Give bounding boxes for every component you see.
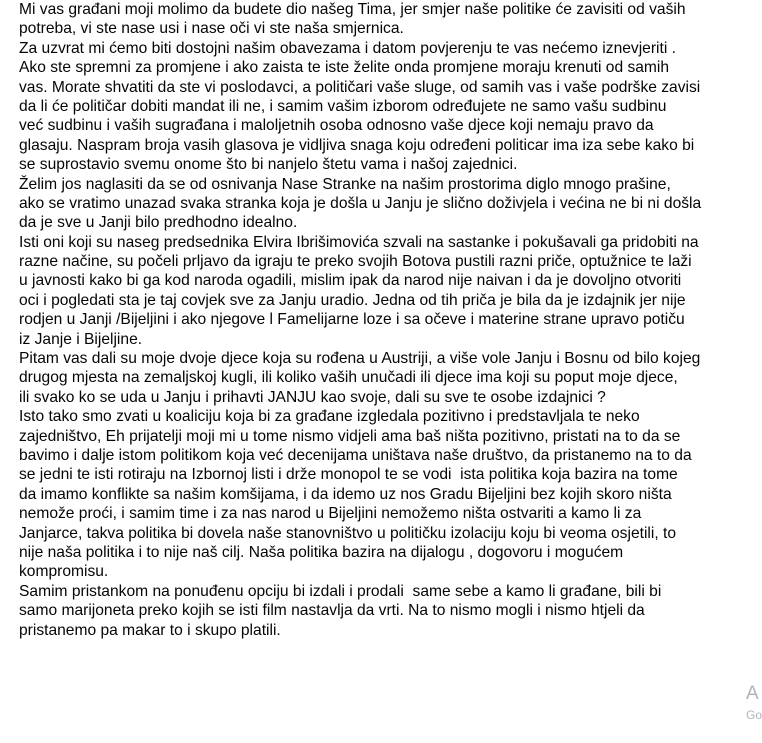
post-text-line: Za uzvrat mi ćemo biti dostojni našim obavezama i datom povjerenju te vas nećemo iznevjeriti .: [19, 39, 676, 57]
post-text: [19, 0, 739, 640]
post-text-line: rodjen u Janji /Bijeljini i ako njegove l Famelijarne loze i sa očeve i materine strane upravo potiču: [19, 311, 685, 329]
post-text-line: iz Janje i Bijeljine.: [19, 330, 143, 348]
post-text-line: da imamo konflikte sa našim komšijama, i da idemo uz nos Gradu Bijeljini bez kojih skoro ništa: [19, 485, 672, 503]
post-text-line: potreba, vi ste nase usi i nase oči vi ste naša smjernica.: [19, 20, 404, 38]
post-text-line: se jedni te isti rotiraju na Izbornoj listi i drže monopol te se vodi ista politika koja bazira na tome: [19, 466, 678, 484]
post-text-line: ako se vratimo unazad svaka stranka koja je došla u Janju je slično doživjela i većina ne bi ni došla: [19, 194, 702, 212]
post-text-line: Mi vas građani moji molimo da budete dio našeg Tima, jer smjer naše politike će zavisiti od vaših: [19, 1, 686, 18]
post-text-line: glasaju. Naspram broja vasih glasova je vidljiva snaga koju određeni politicar ima iza sebe kako bi: [19, 136, 695, 154]
post-text-line: samo marijoneta preko kojih se isti film nastavlja da vrti. Na to nismo mogli i nismo htjeli da: [19, 602, 645, 620]
post-text-line: vas. Morate shvatiti da ste vi poslodavci, a političari vaše sluge, od samih vas i vaše podrške zavisi: [19, 78, 701, 96]
post-text-line: Želim jos naglasiti da se od osnivanja Nase Stranke na našim prostorima diglo mnogo prašine,: [19, 175, 671, 193]
watermark-heading: A: [746, 683, 759, 704]
post-text-line: da je sve u Janji bilo predhodno idealno.: [19, 214, 298, 232]
post-text-line: razne načine, su počeli prljavo da igraju te preko svojih Botova pustili razni priče, optužnice te laži: [19, 253, 692, 271]
post-text-line: kompromisu.: [19, 563, 109, 581]
post-text-line: Pitam vas dali su moje dvoje djece koja su rođena u Austriji, a više vole Janju i Bosnu od bilo kojeg: [19, 350, 701, 368]
post-text-line: nemože proći, i samim time i za nas narod u Bijeljini nemožemo ništa ostvariti a kamo li za: [19, 505, 642, 523]
post-text-line: drugog mjesta na zemaljskoj kugli, ili koliko vaših unučadi ili djece ima koji su poput moje djece,: [19, 369, 678, 387]
post-text-line: oci i pogledati sta je taj covjek sve za Janju uradio. Jedna od tih priča je bila da je izdajnik jer nije: [19, 291, 686, 309]
post-text-line: Ako ste spremni za promjene i ako zaista te iste želite onda promjene moraju krenuti od samih: [19, 59, 670, 77]
post-text-line: bavimo i dalje istom politikom koja već decenijama uništava naše društvo, da pristanemo na to da: [19, 446, 692, 464]
post-text-line: pristanemo pa makar to i skupo platili.: [19, 621, 281, 639]
post-text-line: da li će političar dobiti mandat ili ne, i samim vašim izborom određujete ne samo vašu sudbinu: [19, 97, 667, 115]
post-text-line: Samim pristankom na ponuđenu opciju bi izdali i prodali same sebe a kamo li građane, bili bi: [19, 582, 662, 600]
post-text-line: zajedništvo, Eh prijatelji moji mi u tome nismo vidjeli ama baš ništa pozitivno, pristati na to da se: [19, 427, 681, 445]
post-text-line: Isti oni koji su naseg predsednika Elvira Ibrišimovića szvali na sastanke i pokušavali ga pridobiti na: [19, 233, 699, 251]
post-text-line: se suprostavio svemu onome što bi nanjelo štetu vama i našoj zajednici.: [19, 156, 518, 174]
post-text-line: Isto tako smo zvati u koaliciju koja bi za građane izgledala pozitivno i predstavljala te neko: [19, 408, 640, 426]
post-text-line: već sudbinu i vaših sugrađana i maloljetnih osoba odnosno vaše djece koji nemaju pravo da: [19, 117, 654, 135]
watermark-subtext: Go: [746, 708, 762, 722]
post-text-line: u javnosti kako bi ga kod naroda ogadili, mislim ipak da narod nije naivan i da je dovoljno otvoriti: [19, 272, 682, 290]
post-text-line: nije naša politika i to nije naš cilj. Naša politika bazira na dijalogu , dogovoru i mogućem: [19, 543, 624, 561]
activate-windows-watermark: [740, 683, 760, 727]
post-text-line: ili svako ko se uda u Janju i prihavti JANJU kao svoje, dali su sve te osobe izdajnici ?: [19, 388, 606, 406]
post-text-line: Janjarce, takva politika bi dovela naše stanovništvo u političku izolaciju koju bi veoma osjetili, to: [19, 524, 677, 542]
